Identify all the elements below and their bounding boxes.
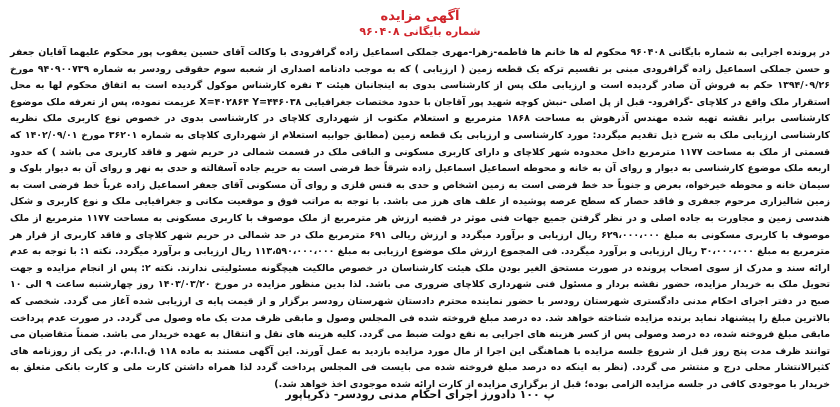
notice-signature: پ ۱۰۰ دادورز اجرای احکام مدنی رودسر- ذکرپاپور [285,388,555,401]
notice-title: آگهی مزایده [380,9,460,24]
notice-body: در پرونده اجرایی به شماره بایگانی ۹۶۰۴۰۸ محکوم له ها خانم ها فاطمه-زهرا-مهری جملکی اسماعیل زاده گرافرودی با وکالت آقای حسین یعقوب پور محکوم علیهما آقایان جعفر و حسن جملکی اسماعیل زاده گرافرودی مبنی بر تقسیم ترکه یک قطعه زمین ( ارزیابی ) که به موجب دادنامه اصداری از شعبه سوم حقوقی رودسر به شماره ۹۴۰۹۰۰۷۳۹ مورخ ۱۳۹۴/۰۹/۲۶ حکم به فروش آن صادر گردیده است و ارزیابی ملک پس از کارشناسی بدوی به اینجانبان هیئت ۳ نفره کارشناس موکول گردیده است به اتفاق محکوم لها به محل استقرار ملک واقع در کلاچای -گرافرود- قبل از پل اصلی -نبش کوچه شهید پور آقاجان با حدود مختصات جغرافیایی X=۴۰۲۸۶۴ Y=۴۴۶۰۳۸ عزیمت نموده، پس از تعرفه ملک موضوع کارشناسی برابر نقشه تهیه شده مهندس آذرهوش به مساحت ۱۸۶۸ مترمربع و استعلام مکتوب از شهرداری کلاچای در کارشناسی بدوی در خصوص نوع کاربری ملک نظریه کارشناسی ارزیابی ملک به شرح ذیل تقدیم میگردد: مورد کارشناسی و ارزیابی یک قطعه زمین (مطابق جوابیه استعلام از شهرداری کلاچای به شماره ۳۶۲۰۱ مورخ ۱۴۰۲/۰۹/۰۱ که قسمتی از ملک به مساحت ۱۱۷۷ مترمربع داخل محدوده شهر کلاچای و دارای کاربری مسکونی و الباقی ملک در قسمت شمالی در حریم شهر و فاقد کاربری می باشد ) که حدود اربعه ملک موضوع کارشناسی به دیوار و روای آن به خانه و محوطه اسماعیل اسماعیل زاده شرقاً خط فرضی است به حریم جاده آسفالته و حدی به نهر و روای آن به دیوار بلوک و سیمان خانه و محوطه خیرخواه، بعرض و جنوباً حد خط فرضی است به زمین اشخاص و حدی به فنس فلزی و روای آن مسکونی آقای جعفر اسماعیل زاده غرباً خط فرضی است به زمین شالیزاری مرحوم جعفری و فاقد حصار که سطح عرصه پوشیده از علف های هرز می باشد. با توجه به مراتب فوق و موقعیت مکانی و جغرافیایی ملک و نوع کاربری و شکل هندسی زمین و مجاورت به جاده اصلی و در نظر گرفتن جمیع جهات فنی موثر در قضیه ارزش هر مترمربع از ملک موصوف با کاربری مسکونی به مساحت ۱۱۷۷ مترمربع از ملک موصوف با کاربری مسکونی به مبلغ ۶۲۹،۰۰۰،۰۰۰ ریال ارزیابی و برآورد میگردد و ارزش ریالی ۶۹۱ مترمربع ملک در حد شمالی در حریم شهر کلاچای و فاقد کاربری از قرار هر مترمربع به مبلغ ۳۰،۰۰۰،۰۰۰ ریال ارزیابی و برآورد میگردد. فی المجموع ارزش ملک موضوع ارزیابی به مبلغ ۱۱۳،۵۹۰،۰۰۰،۰۰۰ ریال ارزیابی و برآورد میگردد. نکته ۱: با توجه به عدم ارائه سند و مدرک از سوی اصحاب پرونده در صورت مستحق الغیر بودن ملک هیئت کارشناسان در خصوص مالکیت هیچگونه مسئولیتی ندارند. نکته ۲: پس از انجام مزایده و جهت تحویل ملک به خریدار مزایده، حضور نقشه بردار و مسئول فنی شهرداری کلاچای ضروری می باشد. لذا بدین منظور مزایده در مورخ ۱۴۰۳/۰۳/۲۰ روز چهارشنبه ساعت ۹ الی ۱۰ صبح در دفتر اجرای احکام مدنی دادگستری شهرستان رودسر با حضور نماینده محترم دادستان شهرستان رودسر برگزار و از قیمت پایه ی ارزیابی شده آغاز می گردد. شخصی که بالاترین مبلغ را پیشنهاد نماید برنده مزایده شناخته خواهد شد. ده درصد مبلغ فروخته شده فی المجلس وصول و مابقی ظرف مدت یک ماه وصول می گردد. در صورت عدم پرداخت مابقی مبلغ فروخته شده، ده درصد وصولی پس از کسر هزینه های اجرایی به نفع دولت ضبط می گردد. کلیه هزینه های نقل و انتقال به عهده خریدار می باشد. ضمناً متقاضیان می توانند ظرف مدت پنج روز قبل از شروع جلسه مزایده با هماهنگی این اجرا از مال مورد مزایده بازدید به عمل آورند. این آگهی مستند به ماده ۱۱۸ ق.ا.ا.م. در یکی از روزنامه های کثیرالانتشار محلی درج و منتشر می گردد. (نظر به اینکه ده درصد مبلغ فروخته شده می بایست فی المجلس پرداخت گردد لذا همراه داشتن کارت ملی و کارت بانکی متعلق به خریدار با موجودی کافی در جلسه مزایده الزامی بوده؛ قبل از برگزاری مزایده از کارت ارائه شده موجودی اخذ خواهد شد.) [10,47,831,390]
archive-number: شماره بایگانی ۹۶۰۴۰۸ [359,25,481,38]
